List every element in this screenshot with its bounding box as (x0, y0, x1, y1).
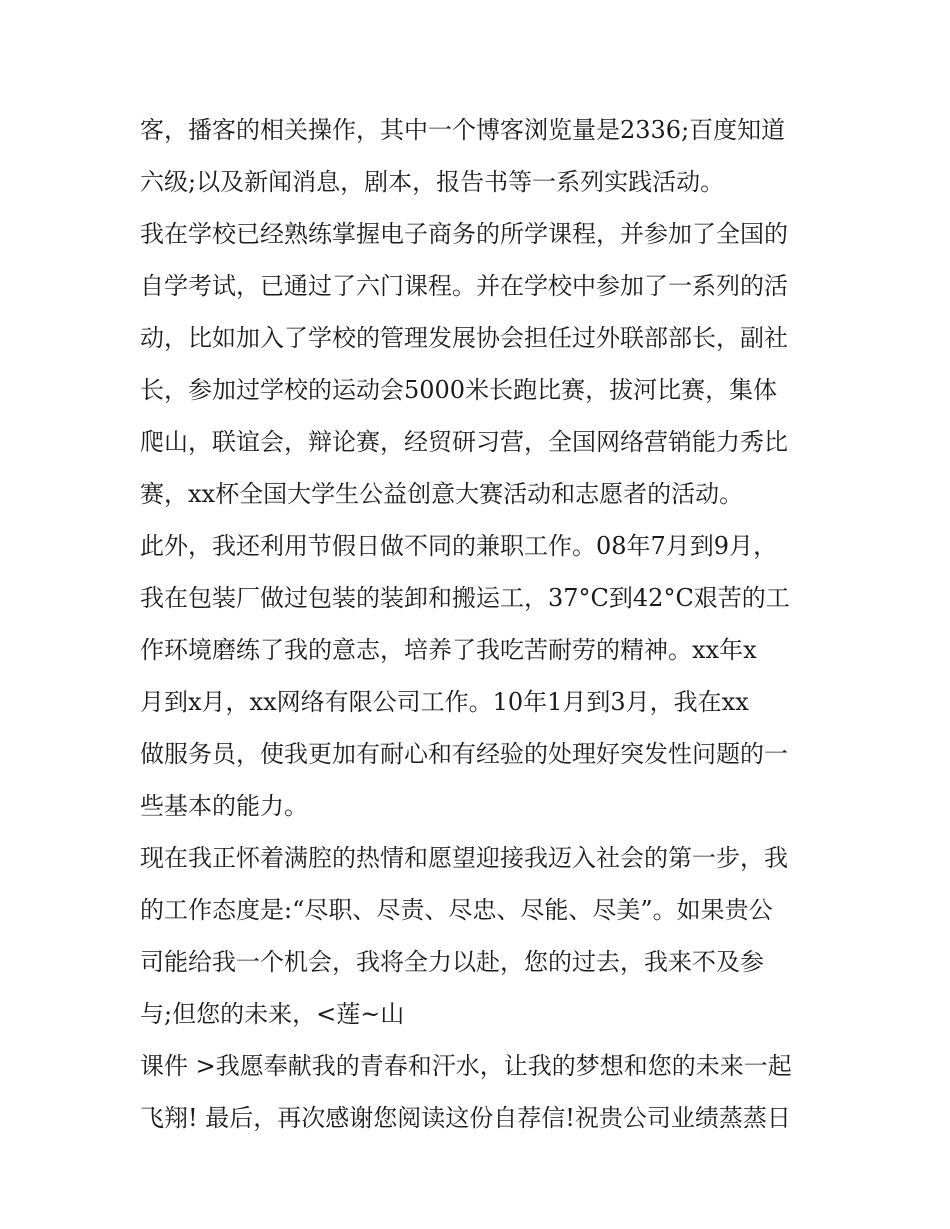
text-line: 动，比如加入了学校的管理发展协会担任过外联部部长，副社 (140, 324, 788, 352)
text-line: 现在我正怀着满腔的热情和愿望迎接我迈入社会的第一步，我 (140, 844, 788, 872)
text-line: 客，播客的相关操作，其中一个博客浏览量是2336;百度知道 (140, 116, 786, 144)
text-line: 与;但您的未来，<莲~山 (140, 1000, 405, 1028)
text-line: 的工作态度是:“尽职、尽责、尽忠、尽能、尽美”。如果贵公 (140, 896, 773, 924)
text-line: 些基本的能力。 (140, 792, 308, 820)
text-line: 长，参加过学校的运动会5000米长跑比赛，拔河比赛，集体 (140, 376, 778, 404)
text-line: 赛，xx杯全国大学生公益创意大赛活动和志愿者的活动。 (140, 480, 744, 508)
text-line: 做服务员，使我更加有耐心和有经验的处理好突发性问题的一 (140, 740, 788, 768)
text-line: 我在包装厂做过包装的装卸和搬运工，37°C到42°C艰苦的工 (140, 584, 790, 612)
text-line: 此外，我还利用节假日做不同的兼职工作。08年7月到9月， (140, 532, 778, 560)
text-line: 作环境磨练了我的意志，培养了我吃苦耐劳的精神。xx年x (140, 636, 757, 664)
text-line: 课件 >我愿奉献我的青春和汗水，让我的梦想和您的未来一起 (140, 1052, 792, 1080)
letter-body (140, 108, 830, 1148)
text-line: 我在学校已经熟练掌握电子商务的所学课程，并参加了全国的 (140, 220, 788, 248)
text-line: 自学考试，已通过了六门课程。并在学校中参加了一系列的活 (140, 272, 788, 300)
text-line: 月到x月，xx网络有限公司工作。10年1月到3月，我在xx (140, 688, 749, 716)
text-line: 飞翔! 最后，再次感谢您阅读这份自荐信!祝贵公司业绩蒸蒸日 (140, 1104, 791, 1132)
text-line: 六级;以及新闻消息，剧本，报告书等一系列实践活动。 (140, 168, 725, 196)
text-line: 爬山，联谊会，辩论赛，经贸研习营，全国网络营销能力秀比 (140, 428, 788, 456)
text-line: 司能给我一个机会，我将全力以赴，您的过去，我来不及参 (140, 948, 764, 976)
